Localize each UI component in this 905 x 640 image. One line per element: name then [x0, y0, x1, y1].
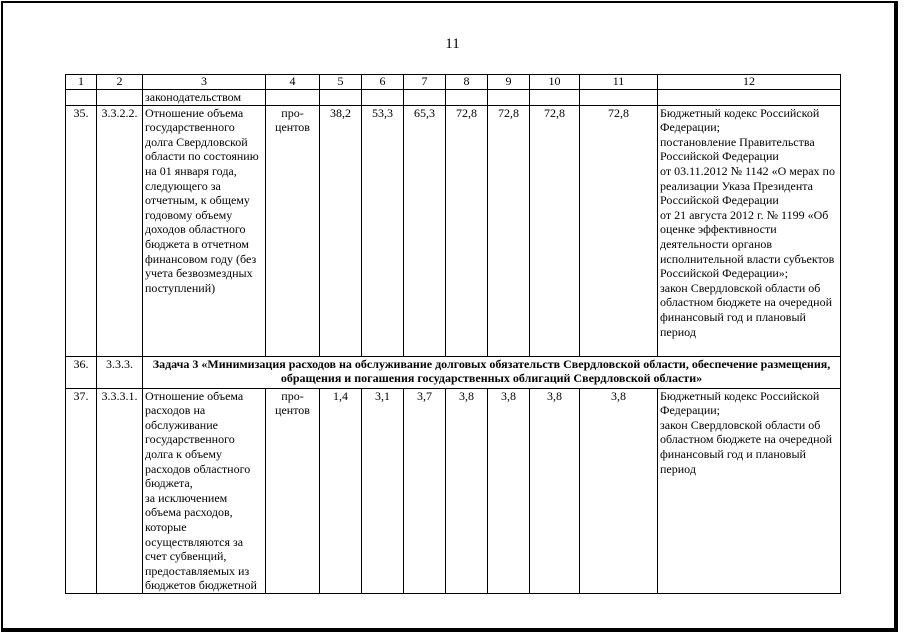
row-number: 36.: [66, 356, 97, 388]
value-cell: 72,8: [580, 105, 658, 356]
task-row: [66, 356, 841, 388]
column-header: 8: [446, 75, 488, 90]
indicator-name: Отношение объема государственного долга Свердловской области по состоянию на 01 января года, следующего за отчетным, к общему годовому объему доходов областного бюджета в отчетном финансовом году (без учета безвозмездных поступлений): [143, 105, 266, 356]
table-row: [66, 388, 841, 593]
value-cell: 72,8: [446, 105, 488, 356]
column-header: 12: [658, 75, 841, 90]
legal-basis: Бюджетный кодекс Российской Федерации; постановление Правительства Российской Федерации от 03.11.2012 № 1142 «О мерах по реализации Указа Президента Российской Федерации от 21 августа 2012 г. № 1199 «Об оценке эффективности деятельности органов исполнительной власти субъектов Российской Федерации»; закон Свердловской области об областном бюджете на очередной финансовый год и плановый период: [658, 105, 841, 356]
value-cell: 3,8: [446, 388, 488, 593]
value-cell: 72,8: [530, 105, 580, 356]
value-cell: 3,8: [530, 388, 580, 593]
legal-basis: Бюджетный кодекс Российской Федерации; закон Свердловской области об областном бюджете на очередной финансовый год и плановый период: [658, 388, 841, 593]
column-header: 10: [530, 75, 580, 90]
row-code: 3.3.3.: [97, 356, 143, 388]
continuation-text: законодательством: [143, 90, 266, 106]
continuation-row: [66, 90, 841, 106]
column-header: 7: [404, 75, 446, 90]
value-cell: 38,2: [320, 105, 362, 356]
value-cell: 53,3: [362, 105, 404, 356]
column-header: 9: [488, 75, 530, 90]
column-header: 3: [143, 75, 266, 90]
column-header: 1: [66, 75, 97, 90]
value-cell: 1,4: [320, 388, 362, 593]
value-cell: 3,1: [362, 388, 404, 593]
value-cell: 3,8: [580, 388, 658, 593]
value-cell: 65,3: [404, 105, 446, 356]
task-title: Задача 3 «Минимизация расходов на обслуживание долговых обязательств Свердловской области, обеспечение размещения, обращения и погашения государственных облигаций Свердловской области»: [143, 356, 841, 388]
value-cell: 72,8: [488, 105, 530, 356]
table-row: [66, 105, 841, 356]
column-header: 11: [580, 75, 658, 90]
value-cell: 3,8: [488, 388, 530, 593]
row-code: 3.3.2.2.: [97, 105, 143, 356]
header-row: [66, 75, 841, 90]
unit: про- центов: [266, 105, 320, 356]
indicators-table: [65, 74, 841, 594]
unit: про- центов: [266, 388, 320, 593]
row-number: 35.: [66, 105, 97, 356]
value-cell: 3,7: [404, 388, 446, 593]
column-header: 2: [97, 75, 143, 90]
column-header: 5: [320, 75, 362, 90]
column-header: 6: [362, 75, 404, 90]
row-code: 3.3.3.1.: [97, 388, 143, 593]
row-number: 37.: [66, 388, 97, 593]
indicator-name: Отношение объема расходов на обслуживание государственного долга к объему расходов областного бюджета, за исключением объема расходов, которые осуществляются за счет субвенций, предоставляемых из бюджетов бюджетной: [143, 388, 266, 593]
page-number: 11: [445, 36, 460, 52]
column-header: 4: [266, 75, 320, 90]
